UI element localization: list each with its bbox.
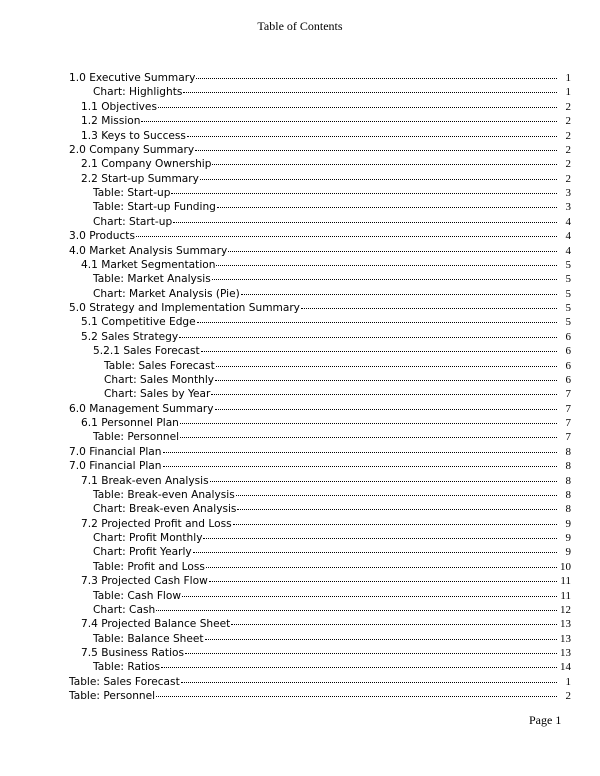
toc-entry[interactable] — [69, 617, 571, 631]
toc-entry-label: 1.3 Keys to Success — [81, 129, 186, 142]
toc-dot-leader — [158, 107, 557, 108]
toc-entry-page: 9 — [565, 546, 571, 559]
toc-entry-label: 6.1 Personnel Plan — [81, 417, 179, 429]
toc-entry-page: 9 — [565, 532, 571, 544]
toc-entry-page: 2 — [565, 690, 571, 703]
toc-entry-label: Table: Balance Sheet — [93, 632, 204, 645]
toc-dot-leader — [193, 552, 557, 553]
toc-entry[interactable] — [69, 545, 571, 559]
page-title: Table of Contents — [257, 19, 343, 33]
toc-entry-label: Chart: Break-even Analysis — [93, 503, 237, 516]
toc-entry[interactable] — [69, 258, 571, 272]
toc-entry-label: Chart: Cash — [93, 603, 156, 616]
toc-entry[interactable] — [69, 172, 571, 186]
toc-dot-leader — [180, 437, 557, 438]
page-number-footer: Page 1 — [529, 713, 562, 727]
toc-entry-page: 1 — [565, 72, 571, 84]
toc-entry[interactable] — [69, 359, 571, 373]
toc-entry[interactable] — [69, 430, 571, 444]
toc-dot-leader — [203, 538, 557, 539]
toc-entry-page: 1 — [565, 86, 571, 99]
toc-entry-page: 8 — [565, 445, 571, 458]
toc-entry-label: 2.2 Start-up Summary — [81, 172, 199, 185]
toc-dot-leader — [236, 495, 557, 496]
toc-entry-page: 5 — [565, 302, 571, 314]
toc-entry[interactable] — [69, 660, 571, 674]
toc-entry[interactable] — [69, 560, 571, 574]
toc-dot-leader — [233, 524, 557, 525]
toc-entry-label: Chart: Profit Yearly — [93, 546, 192, 559]
toc-entry[interactable] — [69, 603, 571, 617]
toc-dot-leader — [210, 481, 557, 482]
toc-entry[interactable] — [69, 301, 571, 315]
toc-entry[interactable] — [69, 114, 571, 128]
toc-entry-page: 9 — [565, 517, 571, 530]
toc-entry[interactable] — [69, 646, 571, 660]
toc-entry-label: Chart: Start-up — [93, 215, 173, 228]
toc-dot-leader — [215, 380, 557, 381]
toc-entry[interactable] — [69, 416, 571, 430]
toc-entry[interactable] — [69, 689, 571, 703]
toc-entry-label: 7.4 Projected Balance Sheet — [81, 618, 231, 631]
toc-dot-leader — [216, 265, 557, 266]
toc-entry-page: 13 — [560, 618, 571, 631]
toc-entry-label: 4.0 Market Analysis Summary — [69, 244, 228, 257]
toc-entry[interactable] — [69, 100, 571, 114]
toc-entry-page: 4 — [565, 244, 571, 257]
toc-entry[interactable] — [69, 244, 571, 258]
toc-entry-label: Table: Personnel — [93, 431, 180, 444]
toc-entry-page: 2 — [565, 115, 571, 128]
toc-entry[interactable] — [69, 445, 571, 459]
toc-entry[interactable] — [69, 531, 571, 545]
toc-entry[interactable] — [69, 287, 571, 301]
toc-entry-page: 8 — [565, 474, 571, 487]
toc-entry-label: 7.0 Financial Plan — [69, 445, 162, 458]
toc-dot-leader — [141, 121, 557, 122]
toc-entry-page: 3 — [565, 187, 571, 199]
toc-entry-page: 4 — [565, 215, 571, 228]
toc-entry-page: 6 — [565, 359, 571, 372]
toc-entry-page: 8 — [565, 503, 571, 516]
toc-entry-page: 4 — [565, 230, 571, 243]
toc-entry[interactable] — [69, 387, 571, 401]
toc-entry[interactable] — [69, 488, 571, 502]
toc-entry-page: 11 — [560, 575, 571, 588]
toc-dot-leader — [212, 164, 557, 165]
toc-dot-leader — [187, 136, 557, 137]
toc-dot-leader — [212, 279, 557, 280]
toc-entry-page: 5 — [565, 258, 571, 271]
toc-dot-leader — [156, 610, 557, 611]
toc-entry-label: 5.2.1 Sales Forecast — [93, 345, 200, 358]
toc-entry-label: 1.1 Objectives — [81, 100, 157, 113]
toc-entry-page: 1 — [565, 675, 571, 688]
toc-entry-label: 2.1 Company Ownership — [81, 158, 212, 171]
toc-entry-page: 8 — [565, 488, 571, 501]
toc-entry-label: 2.0 Company Summary — [69, 143, 195, 156]
toc-entry-page: 7 — [565, 431, 571, 444]
toc-dot-leader — [211, 394, 557, 395]
toc-entry[interactable] — [69, 85, 571, 99]
toc-dot-leader — [301, 308, 557, 309]
toc-entry-page: 7 — [565, 402, 571, 415]
toc-entry-page: 7 — [565, 388, 571, 401]
toc-entry-page: 6 — [565, 373, 571, 386]
toc-entry-label: Chart: Market Analysis (Pie) — [93, 287, 240, 300]
toc-dot-leader — [237, 509, 557, 510]
toc-entry[interactable] — [69, 315, 571, 329]
toc-entry-label: Chart: Highlights — [93, 86, 183, 99]
toc-entry-label: 7.0 Financial Plan — [69, 460, 162, 473]
toc-dot-leader — [136, 236, 557, 237]
toc-entry[interactable] — [69, 502, 571, 516]
toc-dot-leader — [163, 466, 557, 467]
toc-entry-page: 2 — [565, 129, 571, 142]
toc-entry-label: Table: Start-up Funding — [93, 201, 216, 214]
toc-entry-label: 5.0 Strategy and Implementation Summary — [69, 302, 300, 314]
toc-dot-leader — [181, 682, 557, 683]
toc-dot-leader — [195, 150, 557, 151]
toc-entry-page: 6 — [565, 330, 571, 343]
toc-entry-label: 3.0 Products — [69, 230, 135, 243]
toc-entry-label: 7.5 Business Ratios — [81, 647, 185, 659]
toc-dot-leader — [205, 639, 557, 640]
toc-dot-leader — [196, 78, 557, 79]
toc-entry-page: 10 — [560, 560, 571, 573]
toc-dot-leader — [216, 366, 557, 367]
toc-dot-leader — [228, 251, 557, 252]
toc-dot-leader — [171, 193, 557, 194]
toc-entry-page: 7 — [565, 417, 571, 429]
toc-entry-label: 5.2 Sales Strategy — [81, 330, 179, 343]
toc-entry-label: Table: Start-up — [93, 187, 171, 199]
toc-entry[interactable] — [69, 589, 571, 603]
toc-entry-label: 6.0 Management Summary — [69, 402, 214, 415]
toc-entry[interactable] — [69, 330, 571, 344]
toc-entry-label: Table: Break-even Analysis — [93, 488, 235, 501]
toc-entry[interactable] — [69, 157, 571, 171]
toc-entry-page: 3 — [565, 201, 571, 214]
toc-entry-page: 2 — [565, 172, 571, 185]
toc-dot-leader — [173, 222, 557, 223]
toc-entry[interactable] — [69, 143, 571, 157]
toc-dot-leader — [163, 452, 557, 453]
toc-entry-label: Table: Cash Flow — [93, 589, 182, 602]
toc-entry[interactable] — [69, 373, 571, 387]
toc-entry-label: Table: Sales Forecast — [69, 675, 180, 688]
toc-dot-leader — [179, 337, 557, 338]
toc-entry-label: Table: Ratios — [93, 661, 161, 674]
toc-entry[interactable] — [69, 129, 571, 143]
toc-dot-leader — [206, 567, 557, 568]
toc-dot-leader — [197, 322, 557, 323]
toc-entry-page: 13 — [560, 647, 571, 659]
toc-entry[interactable] — [69, 215, 571, 229]
toc-entry-label: Chart: Profit Monthly — [93, 532, 203, 544]
toc-entry-label: 7.2 Projected Profit and Loss — [81, 517, 232, 530]
toc-entry[interactable] — [69, 344, 571, 358]
toc-entry[interactable] — [69, 71, 571, 85]
toc-entry-label: Chart: Sales by Year — [104, 388, 211, 401]
toc-entry-page: 5 — [565, 316, 571, 329]
toc-entry[interactable] — [69, 675, 571, 689]
toc-entry-label: Table: Sales Forecast — [104, 359, 215, 372]
toc-entry[interactable] — [69, 272, 571, 286]
toc-entry-page: 12 — [560, 603, 571, 616]
toc-entry-label: 5.1 Competitive Edge — [81, 316, 196, 329]
toc-dot-leader — [182, 596, 557, 597]
toc-entry-page: 11 — [560, 589, 571, 602]
toc-entry-label: 1.2 Mission — [81, 115, 141, 128]
toc-entry[interactable] — [69, 459, 571, 473]
toc-entry-label: Table: Profit and Loss — [93, 560, 205, 573]
toc-entry[interactable] — [69, 229, 571, 243]
toc-entry-page: 5 — [565, 287, 571, 300]
toc-entry-page: 14 — [560, 661, 571, 674]
toc-entry-label: Table: Market Analysis — [93, 273, 211, 286]
toc-entry-page: 8 — [565, 460, 571, 473]
toc-entry[interactable] — [69, 200, 571, 214]
toc-entry-page: 2 — [565, 158, 571, 171]
toc-entry-page: 2 — [565, 100, 571, 113]
toc-dot-leader — [156, 696, 557, 697]
toc-entry-page: 2 — [565, 143, 571, 156]
toc-dot-leader — [201, 351, 557, 352]
toc-dot-leader — [241, 294, 557, 295]
toc-entry[interactable] — [69, 186, 571, 200]
toc-dot-leader — [200, 179, 557, 180]
toc-entry-page: 6 — [565, 345, 571, 358]
toc-dot-leader — [217, 207, 557, 208]
toc-entry-label: 4.1 Market Segmentation — [81, 258, 216, 271]
toc-entry-label: 7.1 Break-even Analysis — [81, 474, 209, 487]
toc-entry-label: 1.0 Executive Summary — [69, 72, 196, 84]
toc-entry[interactable] — [69, 517, 571, 531]
toc-dot-leader — [183, 92, 557, 93]
toc-entry[interactable] — [69, 474, 571, 488]
toc-dot-leader — [231, 624, 557, 625]
toc-entry-label: 7.3 Projected Cash Flow — [81, 575, 208, 588]
toc-entry[interactable] — [69, 402, 571, 416]
toc-dot-leader — [209, 581, 557, 582]
toc-dot-leader — [185, 653, 557, 654]
toc-dot-leader — [180, 423, 557, 424]
toc-entry[interactable] — [69, 574, 571, 588]
toc-entry-page: 13 — [560, 632, 571, 645]
toc-entry-label: Chart: Sales Monthly — [104, 373, 215, 386]
table-of-contents — [69, 71, 571, 704]
toc-dot-leader — [161, 667, 557, 668]
toc-entry-page: 5 — [565, 273, 571, 286]
toc-entry[interactable] — [69, 632, 571, 646]
toc-entry-label: Table: Personnel — [69, 690, 156, 703]
toc-dot-leader — [215, 409, 557, 410]
